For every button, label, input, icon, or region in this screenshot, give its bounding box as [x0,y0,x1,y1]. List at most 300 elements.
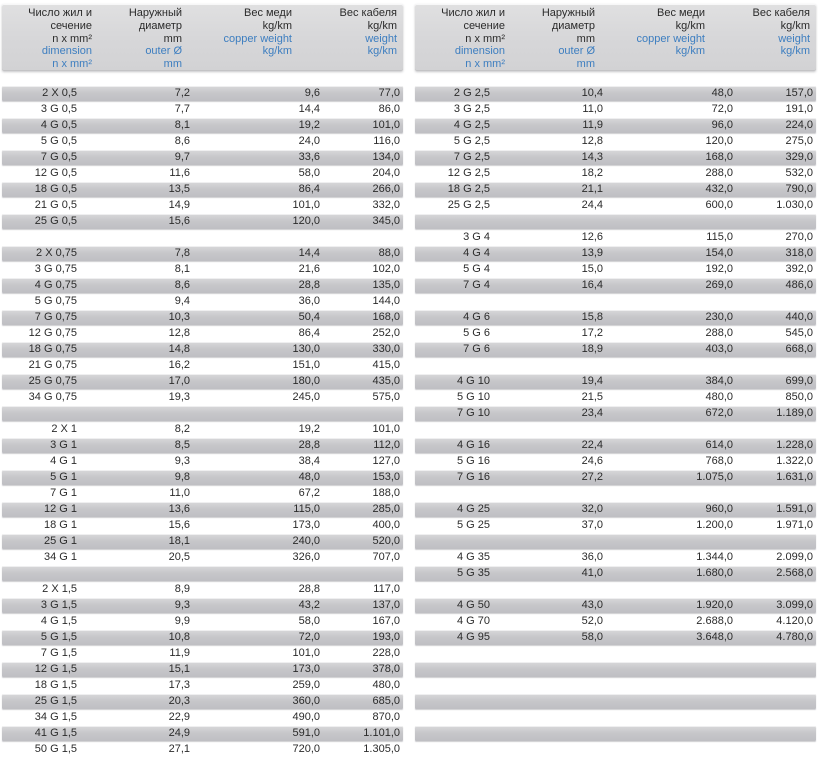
table-row-separator [415,710,816,725]
cell-outer-diameter [493,742,606,757]
table-row [2,422,403,437]
header-label-en: n x mm² [465,58,505,71]
cell-dimension: 4 G 0,75 [34,279,77,291]
cell-cable-weight: 1.228,0 [776,439,813,451]
cell-cable-weight: 440,0 [785,311,813,323]
table-row [415,182,816,197]
cell-copper-weight: 38,4 [298,455,320,467]
cell-copper-weight: 591,0 [292,727,320,739]
cable-spec-table-left [2,4,403,758]
cell-cable-weight [736,214,816,229]
cell-cable-weight [736,358,816,373]
table-row [2,598,403,613]
cell-dimension: 4 G 1,5 [40,615,77,627]
table-row [415,118,816,133]
cell-outer-diameter: 9,9 [174,615,190,627]
cell-outer-diameter: 27,2 [581,471,603,483]
table-row [2,486,403,501]
cell-copper-weight [606,694,736,709]
cell-copper-weight: 28,8 [298,439,320,451]
cell-outer-diameter [493,678,606,693]
cell-copper-weight: 720,0 [292,743,320,755]
cell-cable-weight: 1.322,0 [776,455,813,467]
cell-dimension: 18 G 1,5 [34,679,77,691]
cell-outer-diameter: 9,7 [174,151,190,163]
cell-dimension: 4 G 50 [456,599,490,611]
header-label-en: kg/km [675,45,705,58]
table-row-separator [415,646,816,661]
cell-cable-weight: 228,0 [372,647,400,659]
table-row [415,518,816,533]
cell-cable-weight [736,582,816,597]
header-label-en: kg/km [367,45,397,58]
cell-copper-weight: 14,4 [298,103,320,115]
cell-outer-diameter: 37,0 [581,519,603,531]
cell-outer-diameter [493,710,606,725]
cell-copper-weight: 28,8 [298,279,320,291]
cell-outer-diameter: 20,3 [168,695,190,707]
cell-outer-diameter: 36,0 [581,551,603,563]
cell-cable-weight: 668,0 [785,343,813,355]
cell-dimension: 12 G 2,5 [447,167,490,179]
cell-copper-weight: 326,0 [292,551,320,563]
cell-outer-diameter: 7,2 [174,87,190,99]
cell-outer-diameter: 16,2 [168,359,190,371]
col-header-copper-weight [185,7,295,71]
col-header-copper-weight [598,7,708,71]
cell-cable-weight: 252,0 [372,327,400,339]
table-row [415,262,816,277]
table-row [2,182,403,197]
table-row [2,278,403,293]
cell-cable-weight: 400,0 [372,519,400,531]
table-row-separator [415,486,816,501]
table-row-separator [415,422,816,437]
table-row [415,566,816,581]
cell-copper-weight: 1.920,0 [696,599,733,611]
cell-dimension [2,566,80,581]
table-row [2,358,403,373]
cell-copper-weight: 86,4 [298,327,320,339]
cell-outer-diameter: 20,5 [168,551,190,563]
table-row [2,374,403,389]
table-row [2,614,403,629]
header-label-ru: Вес кабеля [752,7,810,19]
cell-dimension [415,422,493,437]
cell-dimension: 3 G 1,5 [40,599,77,611]
cell-dimension: 34 G 1,5 [34,711,77,723]
cell-outer-diameter: 15,6 [168,519,190,531]
cell-dimension: 4 G 6 [463,311,490,323]
table-row [415,342,816,357]
cell-outer-diameter: 15,8 [581,311,603,323]
table-row [415,454,816,469]
cell-outer-diameter: 11,0 [169,487,190,499]
cell-outer-diameter: 43,0 [581,599,603,611]
cell-outer-diameter: 10,8 [168,631,190,643]
cell-copper-weight: 58,0 [298,615,320,627]
cell-cable-weight: 86,0 [378,103,400,115]
cell-outer-diameter: 18,9 [581,343,603,355]
cell-copper-weight: 432,0 [705,183,733,195]
cell-cable-weight: 345,0 [372,215,400,227]
cell-outer-diameter [493,422,606,437]
table-row [2,550,403,565]
header-label-ru: Вес меди [243,7,292,19]
cell-cable-weight [736,710,816,725]
cell-copper-weight [606,646,736,661]
table-row [2,390,403,405]
cell-dimension: 5 G 16 [456,455,490,467]
table-row-separator [415,582,816,597]
cell-cable-weight: 1.591,0 [776,503,813,515]
header-label-ru: диаметр [138,19,182,32]
cell-cable-weight: 392,0 [785,263,813,275]
table-row [2,310,403,325]
cell-dimension [415,534,493,549]
cell-dimension: 7 G 4 [463,279,490,291]
cell-cable-weight [323,406,403,421]
cell-cable-weight: 486,0 [785,279,813,291]
table-row [415,630,816,645]
cell-cable-weight: 134,0 [372,151,400,163]
cell-copper-weight: 72,0 [298,631,320,643]
table-row [415,310,816,325]
table-row [2,678,403,693]
cell-outer-diameter: 10,4 [581,87,603,99]
cell-copper-weight [193,230,323,245]
cell-dimension: 5 G 1,5 [40,631,77,643]
cell-copper-weight: 168,0 [705,151,733,163]
cell-copper-weight: 768,0 [705,455,733,467]
table-row-separator [2,230,403,245]
cell-outer-diameter: 23,4 [581,407,603,419]
cell-dimension: 4 G 35 [456,551,490,563]
cell-copper-weight: 101,0 [292,199,320,211]
cell-outer-diameter: 19,4 [581,375,603,387]
cell-copper-weight [606,534,736,549]
cell-outer-diameter [493,214,606,229]
cell-dimension: 5 G 1 [50,471,77,483]
cell-cable-weight: 157,0 [785,87,813,99]
cell-dimension [415,358,493,373]
cell-cable-weight: 77,0 [378,87,400,99]
cell-dimension: 3 G 4 [463,231,490,243]
cell-outer-diameter: 8,1 [174,119,190,131]
header-label-en: outer Ø [145,45,182,58]
cell-outer-diameter: 24,6 [581,455,603,467]
header-label-en: weight [778,32,810,45]
cell-cable-weight: 1.101,0 [363,727,400,739]
cell-copper-weight: 403,0 [705,343,733,355]
header-label-en: kg/km [780,45,810,58]
header-label-ru: kg/km [262,19,292,32]
table-row-separator [415,742,816,757]
table-row-separator [415,214,816,229]
table-row [2,662,403,677]
cell-copper-weight: 101,0 [292,647,320,659]
cell-outer-diameter: 12,8 [581,135,603,147]
header-label-ru: mm [163,32,182,45]
cell-cable-weight: 850,0 [785,391,813,403]
cell-copper-weight: 9,6 [304,87,320,99]
cell-outer-diameter: 13,5 [168,183,190,195]
table-row [415,102,816,117]
header-label-ru: диаметр [551,19,595,32]
cell-cable-weight: 318,0 [785,247,813,259]
table-row [2,262,403,277]
table-row-separator [415,662,816,677]
cell-copper-weight: 1.200,0 [696,519,733,531]
cell-copper-weight: 1.680,0 [696,567,733,579]
cell-cable-weight [736,534,816,549]
cell-outer-diameter: 11,9 [169,647,190,659]
table-row [2,118,403,133]
cell-dimension: 12 G 0,75 [28,327,77,339]
table-row [2,102,403,117]
cell-dimension: 2 G 2,5 [453,87,490,99]
cell-copper-weight: 120,0 [292,215,320,227]
cell-outer-diameter [493,358,606,373]
cell-cable-weight: 378,0 [372,663,400,675]
cell-dimension: 3 G 0,5 [40,103,77,115]
cell-outer-diameter: 13,9 [581,247,603,259]
cell-copper-weight: 480,0 [705,391,733,403]
cell-cable-weight: 435,0 [372,375,400,387]
cell-outer-diameter: 17,2 [581,327,603,339]
cell-outer-diameter: 9,3 [174,599,190,611]
cell-copper-weight [606,662,736,677]
cell-cable-weight: 112,0 [373,439,400,451]
table-row [2,726,403,741]
cell-copper-weight [606,726,736,741]
cell-copper-weight: 3.648,0 [696,631,733,643]
cell-outer-diameter: 18,1 [168,535,190,547]
cell-cable-weight: 127,0 [372,455,400,467]
cell-outer-diameter [493,694,606,709]
cell-copper-weight: 67,2 [298,487,320,499]
table-row [2,86,403,101]
table-body [2,86,403,757]
cell-dimension: 5 G 4 [463,263,490,275]
cell-outer-diameter: 9,8 [174,471,190,483]
cell-cable-weight: 520,0 [372,535,400,547]
cell-outer-diameter: 22,9 [168,711,190,723]
cell-outer-diameter: 12,6 [581,231,603,243]
cell-dimension [415,582,493,597]
cell-cable-weight: 2.568,0 [776,567,813,579]
header-label-en: dimension [41,45,92,58]
cell-outer-diameter: 22,4 [581,439,603,451]
cell-dimension: 18 G 0,75 [28,343,77,355]
cell-dimension: 5 G 10 [456,391,490,403]
cell-cable-weight: 144,0 [372,295,400,307]
cell-cable-weight: 204,0 [372,167,400,179]
cell-dimension: 18 G 2,5 [447,183,490,195]
cell-outer-diameter: 21,1 [581,183,603,195]
cell-copper-weight: 1.344,0 [696,551,733,563]
col-header-outer-diameter [508,7,598,71]
cell-cable-weight [736,486,816,501]
cell-dimension: 4 G 0,5 [40,119,77,131]
cell-copper-weight: 96,0 [711,119,733,131]
cell-dimension: 50 G 1,5 [34,743,77,755]
cell-copper-weight: 180,0 [292,375,320,387]
header-label-ru: Число жил и [441,7,505,19]
cell-dimension [415,646,493,661]
cell-copper-weight: 24,0 [298,135,320,147]
cell-outer-diameter: 24,4 [581,199,603,211]
cell-copper-weight: 43,2 [298,599,320,611]
table-row [415,230,816,245]
cell-copper-weight: 72,0 [711,103,733,115]
table-row [2,694,403,709]
cell-cable-weight: 1.189,0 [776,407,813,419]
cell-outer-diameter: 21,5 [581,391,603,403]
table-row [2,134,403,149]
cell-outer-diameter: 32,0 [581,503,603,515]
header-label-ru: kg/km [675,19,705,32]
table-row [2,454,403,469]
cell-copper-weight: 58,0 [298,167,320,179]
cell-copper-weight: 28,8 [298,583,320,595]
table-body [415,86,816,757]
cell-cable-weight: 101,0 [372,119,400,131]
cell-outer-diameter: 14,8 [168,343,190,355]
table-row [2,166,403,181]
cell-dimension: 5 G 6 [463,327,490,339]
cell-outer-diameter [493,646,606,661]
cell-dimension [415,678,493,693]
cell-cable-weight: 168,0 [372,311,400,323]
cell-outer-diameter: 13,6 [168,503,190,515]
cell-copper-weight: 173,0 [292,663,320,675]
cell-outer-diameter: 11,6 [169,167,190,179]
cell-dimension [415,294,493,309]
cell-copper-weight: 130,0 [292,343,320,355]
cell-copper-weight: 33,6 [298,151,320,163]
cell-dimension: 5 G 0,5 [40,135,77,147]
cell-cable-weight: 153,0 [372,471,400,483]
cell-copper-weight: 960,0 [705,503,733,515]
table-row [2,214,403,229]
header-label-ru: Число жил и [28,7,92,19]
cell-copper-weight [606,294,736,309]
cell-dimension: 4 G 16 [456,439,490,451]
table-header [415,4,816,71]
cell-dimension: 21 G 0,5 [34,199,77,211]
cell-cable-weight: 329,0 [785,151,813,163]
cell-outer-diameter [80,230,193,245]
cell-copper-weight: 19,2 [298,423,320,435]
cell-outer-diameter: 14,9 [168,199,190,211]
cell-cable-weight: 4.780,0 [776,631,813,643]
cell-dimension: 7 G 0,5 [40,151,77,163]
cell-cable-weight: 88,0 [378,247,400,259]
cell-copper-weight: 115,0 [293,503,320,515]
header-label-en: mm [163,58,182,71]
cell-copper-weight: 2.688,0 [696,615,733,627]
col-header-dimension [2,7,95,71]
cell-outer-diameter: 12,8 [168,327,190,339]
cell-cable-weight [736,646,816,661]
cell-cable-weight: 545,0 [785,327,813,339]
header-label-en: weight [365,32,397,45]
cell-copper-weight: 672,0 [705,407,733,419]
table-row [415,374,816,389]
table-row [2,246,403,261]
header-label-en: dimension [454,45,505,58]
cell-outer-diameter: 10,3 [168,311,190,323]
table-row [2,646,403,661]
header-label-en: copper weight [223,32,292,45]
cell-cable-weight: 707,0 [372,551,400,563]
cell-cable-weight [323,230,403,245]
header-label-ru: сечение [50,19,92,32]
cell-cable-weight: 224,0 [785,119,813,131]
cell-dimension: 5 G 25 [456,519,490,531]
cell-dimension: 4 G 4 [463,247,490,259]
cell-cable-weight [736,422,816,437]
cell-outer-diameter: 11,9 [582,119,603,131]
header-label-en: copper weight [636,32,705,45]
cell-outer-diameter [493,294,606,309]
cell-outer-diameter: 17,0 [168,375,190,387]
table-row-separator [2,566,403,581]
table-row [2,150,403,165]
cell-copper-weight: 48,0 [711,87,733,99]
col-header-cable-weight [708,7,816,71]
table-row-separator [415,294,816,309]
cell-copper-weight: 21,6 [298,263,320,275]
cell-dimension [415,742,493,757]
table-row [415,598,816,613]
cell-copper-weight: 192,0 [705,263,733,275]
cell-dimension: 25 G 2,5 [447,199,490,211]
cell-cable-weight: 116,0 [373,135,400,147]
cell-dimension [415,214,493,229]
cell-copper-weight: 36,0 [298,295,320,307]
cell-dimension: 4 G 2,5 [453,119,490,131]
table-row [2,582,403,597]
table-row [2,502,403,517]
cell-outer-diameter: 58,0 [581,631,603,643]
cell-copper-weight [606,422,736,437]
cell-outer-diameter [493,486,606,501]
cell-copper-weight: 50,4 [298,311,320,323]
header-label-ru: Вес меди [656,7,705,19]
col-header-cable-weight [295,7,403,71]
cell-cable-weight: 575,0 [372,391,400,403]
cell-cable-weight: 480,0 [372,679,400,691]
cell-outer-diameter [80,566,193,581]
cell-copper-weight: 173,0 [292,519,320,531]
cell-cable-weight: 532,0 [785,167,813,179]
cell-cable-weight: 167,0 [372,615,400,627]
cell-outer-diameter [493,582,606,597]
cell-dimension [415,486,493,501]
header-label-ru: Наружный [541,7,595,19]
cell-cable-weight [736,694,816,709]
cell-copper-weight: 490,0 [292,711,320,723]
cell-cable-weight: 266,0 [372,183,400,195]
cell-cable-weight: 188,0 [372,487,400,499]
cell-dimension: 7 G 1 [50,487,77,499]
cell-dimension: 21 G 0,75 [28,359,77,371]
cell-outer-diameter: 11,0 [582,103,603,115]
cell-cable-weight [736,742,816,757]
cell-outer-diameter: 27,1 [168,743,190,755]
